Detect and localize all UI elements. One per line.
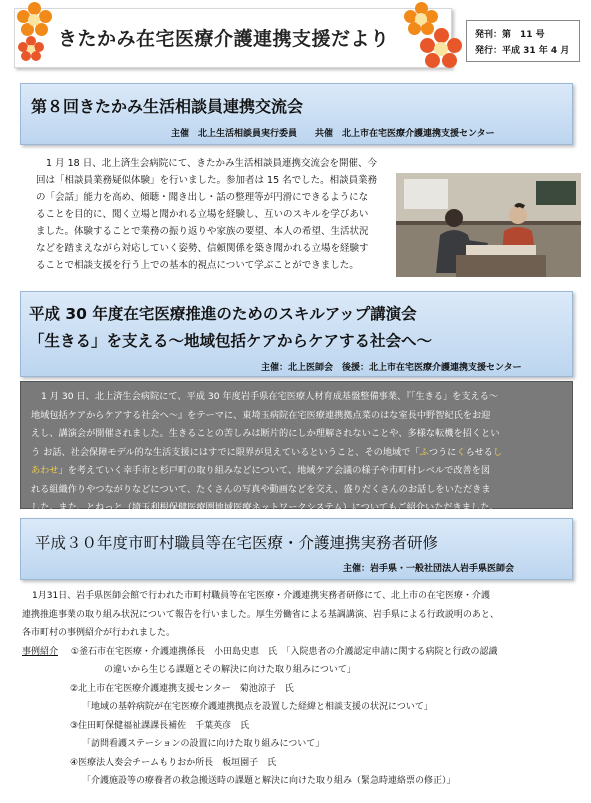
section3-banner: [20, 518, 573, 580]
section1-line: 回は「相談員業務疑似体験」を行いました。参加者は 15 名でした。相談員業務: [36, 175, 378, 186]
section2-text: らせる: [465, 446, 493, 458]
section1-sponsor: 主催 北上生活相談員実行委員 共催 北上市在宅医療介護連携支援センター: [171, 129, 495, 139]
highlight-char: ふ: [419, 446, 429, 458]
section2-text: う お話、社会保障モデル的な生活支援にはすでに限界が見えているということ、その地域で「: [31, 446, 420, 458]
section2-line: 1 月 30 日、北上済生会病院にて、平成 30 年度岩手県在宅医療人材育成基盤整備事業、『「生きる」を支える〜: [41, 391, 499, 402]
section1-line: ることを目的に、聞く立場と聞かれる立場を経験し、互いのスキルを学びあい: [36, 209, 369, 220]
section2-banner: [20, 291, 573, 377]
case-item: [22, 643, 582, 662]
flower-decoration-right-large: [420, 28, 462, 70]
section2-line: れる組織作りやつながりなどについて、たくさんの写真や動画などを交え、盛りだくさんのお話しをいただきま: [31, 483, 491, 495]
section1-body: [36, 155, 388, 274]
case-item: 「訪問看護ステーションの設置に向けた取り組みについて」: [82, 739, 325, 749]
case-item: 「介護施設等の療養者の救急搬送時の課題と解決に向けた取り組み（緊急時連絡票の修正）」: [82, 776, 456, 786]
case-item: ②北上市在宅医療介護連携支援センター 菊池涼子 氏: [70, 683, 294, 694]
section2-line: した。また、とねっと（埼玉利根保健医療圏地域医療ネットワークシステム）についてもご紹介いただきました。: [31, 502, 499, 513]
section1-title: 第８回きたかみ生活相談員連携交流会: [31, 97, 304, 116]
case-item: の違いから生じる課題とその解決に向けた取り組みについて」: [104, 665, 356, 675]
section1-line: ることで相談支援を行う上での基本的視点について学ぶことができました。: [36, 260, 359, 271]
issue-info-box: [466, 20, 580, 62]
section1-line: ました。体験することで業務の振り返りや家族の要望、本人の希望、生活状況: [36, 226, 369, 237]
section1-line: 1 月 18 日、北上済生会病院にて、きたかみ生活相談員連携交流会を開催、今: [46, 158, 378, 169]
section3-intro-line: 各市町村の事例紹介が行われました。: [22, 628, 176, 638]
issue-date: 発行：平成 31 年 4 月: [475, 46, 570, 56]
flower-decoration-top-left: [16, 2, 52, 38]
highlight-char: し: [492, 446, 503, 458]
newsletter-title: きたかみ在宅医療介護連携支援だより: [58, 28, 390, 50]
section3-title: 平成３０年度市町村職員等在宅医療・介護連携実務者研修: [35, 534, 439, 552]
section2-body: [20, 381, 573, 513]
case-text: ①釜石市在宅医療・介護連携係長 小田島史恵 氏 「入院患者の介護認定申請に関する病院と行政の認識: [70, 646, 498, 657]
section2-line: [31, 444, 562, 463]
event-photo-illustration: [396, 173, 581, 277]
highlight-char: あわせ: [31, 465, 59, 476]
section1-line: の「会話」能力を高め、傾聴・聞き出し・話の整理等が円滑にできるようにな: [36, 192, 369, 203]
section2-sponsor: 主催：北上医師会 後援：北上市在宅医療介護連携支援センター: [261, 363, 522, 373]
section3-sponsor: 主催：岩手県・一般社団法人岩手県医師会: [343, 564, 515, 574]
section2-line: えし、講演会が開催されました。生きることの苦しみは断片的にしか理解されないことや、多様な転機を招くとい: [31, 428, 500, 439]
section3-intro-line: 連携推進事業の取り組み状況について報告を行いました。厚生労働省による基調講演、岩手県による行政説明のあと、: [22, 609, 499, 620]
case-label: 事例紹介: [22, 646, 59, 657]
section2-title-line2: 「生きる」を支える〜地域包括ケアからケアする社会へ〜: [29, 332, 433, 350]
issue-number: 発刊：第 11 号: [475, 30, 545, 40]
flower-decoration-left-small: [18, 36, 44, 62]
section2-title-line1: 平成 30 年度在宅医療推進のためのスキルアップ講演会: [29, 305, 417, 323]
case-item: ④医療法人奏会チームもりおか所長 板垣園子 氏: [70, 757, 277, 768]
case-item: ③住田町保健福祉課課長補佐 千葉英彦 氏: [70, 720, 250, 731]
section2-text: 」を考えていく幸手市と杉戸町の取り組みなどについて、地域ケア会議の様子や市町村レベルで改善を図: [58, 465, 491, 476]
section2-line: [31, 462, 562, 481]
section3-body: [22, 587, 582, 791]
section2-text: つうに: [428, 446, 457, 458]
section2-line: 地域包括ケアからケアする社会へ〜』をテーマに、東埼玉病院在宅医療連携拠点菜のはな室長中野智紀氏をお迎: [31, 409, 491, 421]
section3-intro-line: 1月31日、岩手県医師会館で行われた市町村職員等在宅医療・介護連携実務者研修にて、北上市の在宅医療・介護: [32, 591, 491, 601]
event-photo: [396, 173, 581, 277]
case-item: 「地域の基幹病院が在宅医療介護連携拠点を設置した経緯と相談支援の状況について」: [82, 702, 433, 712]
section1-line: などを踏まえながら対応していく姿勢、信頼関係を築き聞かれる立場を経験す: [36, 243, 369, 254]
section1-banner: [20, 83, 573, 145]
highlight-char: く: [456, 446, 466, 458]
